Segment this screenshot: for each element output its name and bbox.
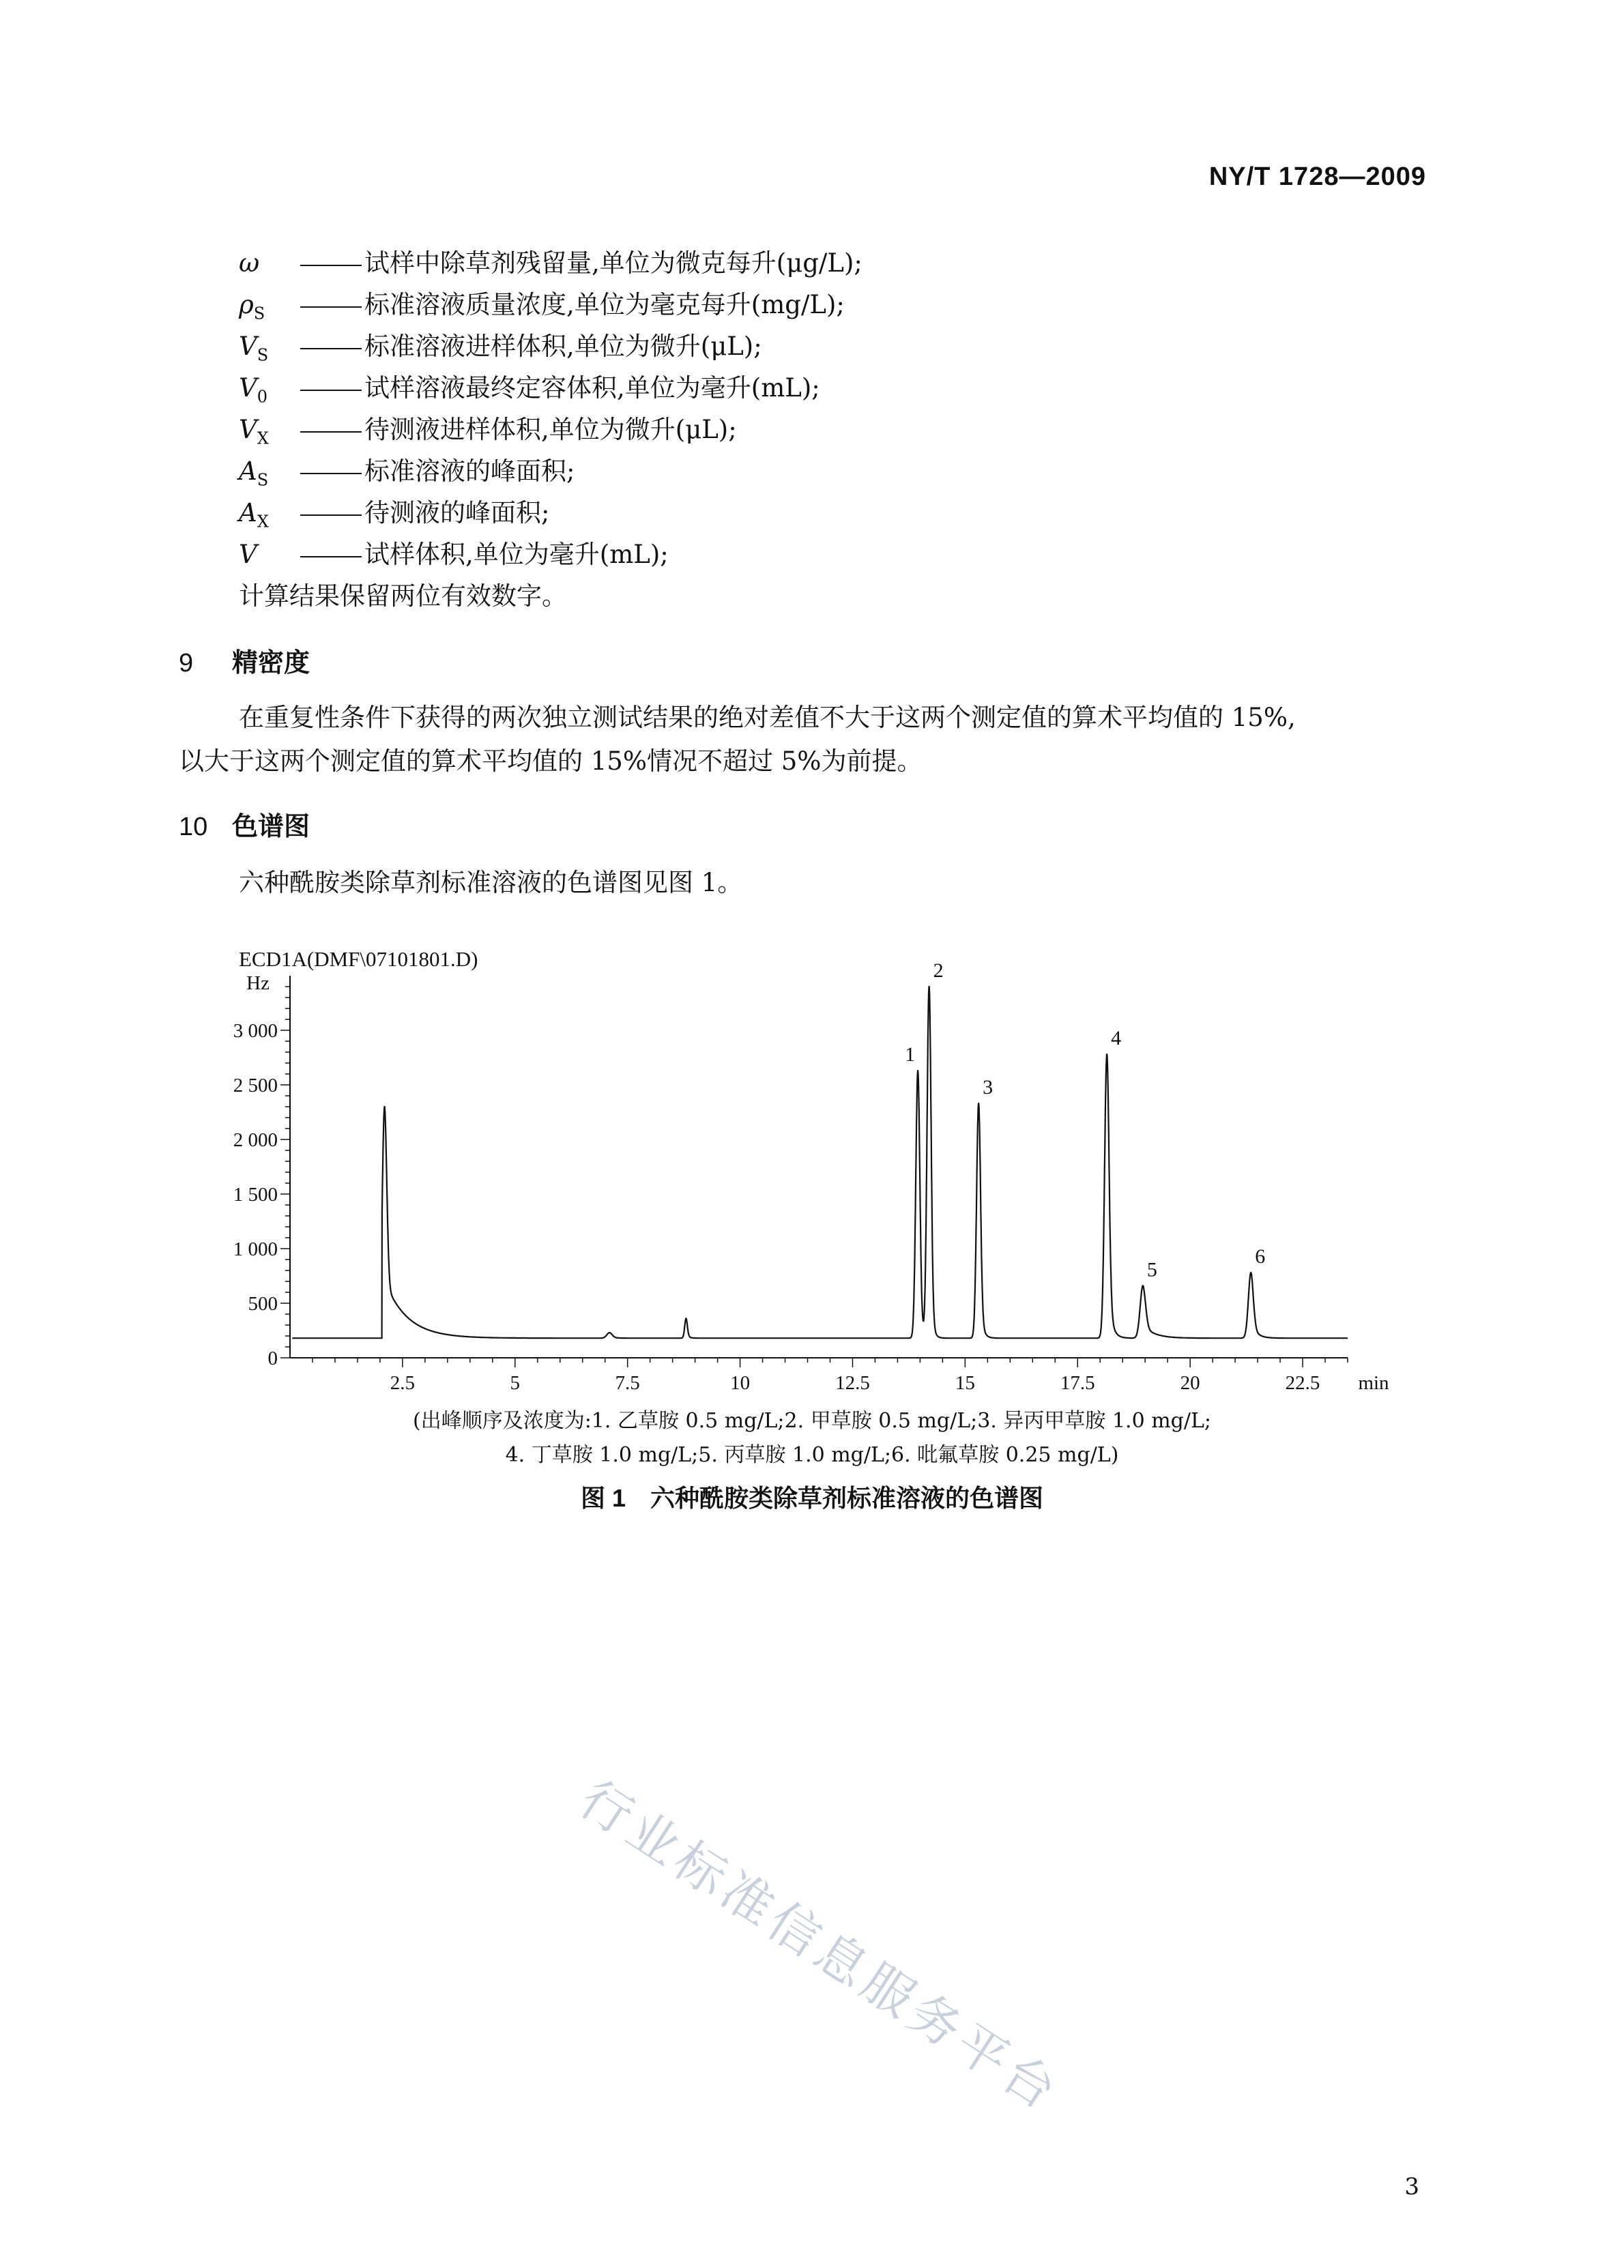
x-tick-label: 17.5 <box>1060 1372 1095 1394</box>
peak-apex <box>917 1070 918 1071</box>
peak-apex <box>685 1318 686 1319</box>
x-tick-label: 12.5 <box>835 1372 870 1394</box>
section-number: 10 <box>179 813 208 841</box>
peak-label: 4 <box>1111 1027 1122 1050</box>
peak-label: 3 <box>983 1076 994 1099</box>
section-10-heading <box>179 805 310 843</box>
peak-apex <box>928 986 929 987</box>
definition-subscript: S <box>257 470 269 490</box>
definition-subscript: S <box>253 304 265 323</box>
definition-symbol: V <box>239 332 257 361</box>
definition-text: 试样体积,单位为毫升(mL); <box>364 540 669 569</box>
peak-order-note-line2: 4. 丁草胺 1.0 mg/L;5. 丙草胺 1.0 mg/L;6. 吡氟草胺 0.25 mg/L) <box>505 1443 1119 1467</box>
definition-row <box>239 492 1467 534</box>
em-dash <box>300 306 362 308</box>
y-tick-label: 1 000 <box>233 1238 278 1260</box>
section-title: 精密度 <box>232 649 310 678</box>
section-10-paragraph: 六种酰胺类除草剂标准溶液的色谱图见图 1。 <box>239 868 743 897</box>
definition-row <box>239 242 1467 284</box>
definition-text: 标准溶液质量浓度,单位为毫克每升(mg/L); <box>364 290 845 319</box>
definition-row <box>239 284 1467 325</box>
x-tick-label: 7.5 <box>615 1372 640 1394</box>
peak-apex <box>1250 1272 1251 1273</box>
definition-text: 试样溶液最终定容体积,单位为毫升(mL); <box>364 373 820 403</box>
peak-label: 5 <box>1146 1258 1157 1281</box>
definition-text: 待测液进样体积,单位为微升(μL); <box>364 415 737 444</box>
section-9-paragraph-line2: 以大于这两个测定值的算术平均值的 15%情况不超过 5%为前提。 <box>179 746 923 776</box>
em-dash <box>300 556 362 557</box>
peak-label: 2 <box>933 959 944 982</box>
x-tick-label: 2.5 <box>390 1372 416 1394</box>
definition-text: 标准溶液进样体积,单位为微升(μL); <box>364 332 762 361</box>
definition-subscript: S <box>257 345 269 365</box>
peak-apex <box>609 1332 610 1333</box>
figure-caption: 图 1 六种酰胺类除草剂标准溶液的色谱图 <box>580 1484 1044 1512</box>
y-tick-label: 0 <box>267 1348 278 1369</box>
document-code: NY/T 1728—2009 <box>1208 162 1426 191</box>
x-tick-label: 10 <box>730 1372 751 1394</box>
peak-apex <box>383 1106 385 1107</box>
definition-symbol: V <box>239 373 257 403</box>
definition-subscript: 0 <box>257 387 268 407</box>
result-note: 计算结果保留两位有效数字。 <box>239 581 567 611</box>
x-axis-unit: min <box>1358 1372 1389 1394</box>
y-axis-label: Hz <box>246 972 270 994</box>
y-tick-label: 1 500 <box>233 1184 278 1206</box>
definition-symbol: V <box>239 415 257 444</box>
definition-row <box>239 409 1467 450</box>
chart-title: ECD1A(DMF\07101801.D) <box>239 947 478 971</box>
em-dash <box>300 514 362 516</box>
section-number: 9 <box>179 649 194 678</box>
peak-apex <box>978 1103 979 1104</box>
peak-apex <box>1106 1053 1107 1055</box>
y-tick-label: 3 000 <box>233 1020 278 1042</box>
chromatogram-trace <box>380 986 1348 1338</box>
peak-order-note-line1: (出峰顺序及浓度为:1. 乙草胺 0.5 mg/L;2. 甲草胺 0.5 mg/L;3. 异丙甲草胺 1.0 mg/L; <box>413 1409 1211 1433</box>
section-9-heading <box>179 641 310 679</box>
definition-subscript: X <box>257 512 269 532</box>
definition-text: 待测液的峰面积; <box>364 498 550 527</box>
definition-symbol: V <box>239 540 257 569</box>
definition-row <box>239 534 1467 575</box>
peak-label: 6 <box>1255 1245 1266 1268</box>
y-tick-label: 500 <box>248 1293 278 1315</box>
definition-symbol: A <box>239 498 257 527</box>
definition-row <box>239 367 1467 409</box>
definition-text: 标准溶液的峰面积; <box>364 456 575 486</box>
em-dash <box>300 265 362 266</box>
definition-row <box>239 325 1467 367</box>
page-number: 3 <box>1404 2173 1419 2200</box>
em-dash <box>300 390 362 391</box>
definition-symbol: A <box>239 456 257 486</box>
x-tick-label: 5 <box>510 1372 521 1394</box>
definition-row <box>239 450 1467 492</box>
definition-text: 试样中除草剂残留量,单位为微克每升(μg/L); <box>364 248 862 278</box>
section-9-paragraph-line1: 在重复性条件下获得的两次独立测试结果的绝对差值不大于这两个测定值的算术平均值的 15%, <box>239 703 1296 732</box>
peak-label: 1 <box>905 1043 916 1066</box>
x-tick-label: 22.5 <box>1285 1372 1320 1394</box>
definition-subscript: X <box>257 428 269 448</box>
em-dash <box>300 473 362 474</box>
peak-apex <box>1142 1285 1144 1286</box>
y-tick-label: 2 500 <box>233 1075 278 1096</box>
x-tick-label: 15 <box>955 1372 975 1394</box>
em-dash <box>300 431 362 433</box>
em-dash <box>300 348 362 349</box>
watermark-text: 行业标准信息服务平台 <box>569 1769 1071 2124</box>
y-tick-label: 2 000 <box>233 1129 278 1151</box>
section-title: 色谱图 <box>232 813 310 841</box>
definition-symbol: ω <box>239 248 260 278</box>
symbol-definitions <box>239 242 1467 617</box>
x-tick-label: 20 <box>1180 1372 1200 1394</box>
definition-symbol: ρ <box>239 290 254 319</box>
